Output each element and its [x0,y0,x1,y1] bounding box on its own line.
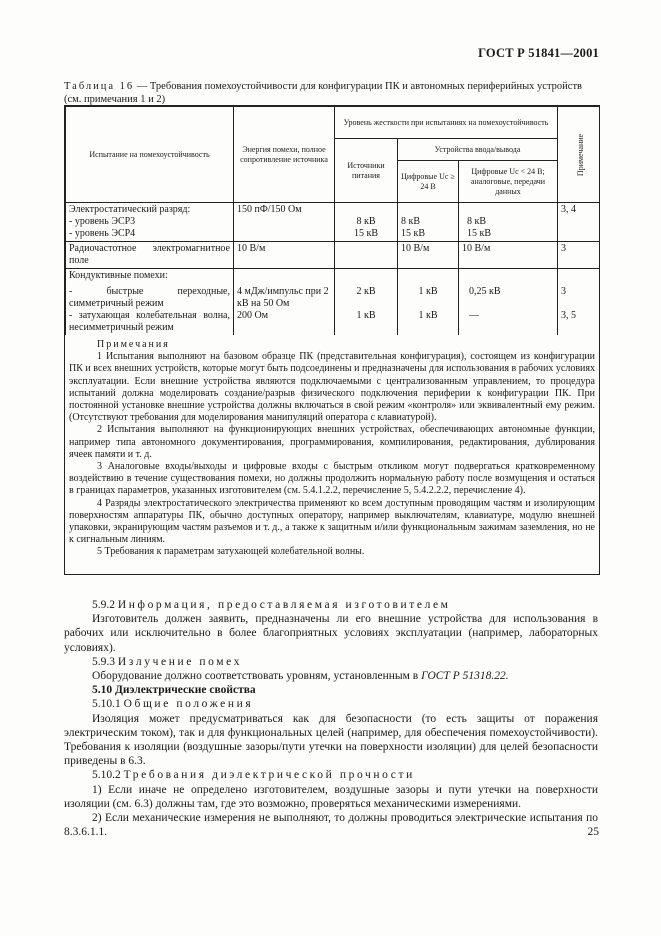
table-row [66,203,600,242]
col-digital-lt-header: Цифровые Uс < 24 В; аналоговые, передачи данных [459,161,558,203]
col-io-header: Устройства ввода/вывода [398,139,558,161]
row-esd-note: 3, 4 [558,203,600,242]
row-esd-power: 8 кВ 15 кВ [335,203,398,242]
section-heading: 5.10.1 Общие положения [92,698,254,711]
note-3: 3 Аналоговые входы/выходы и цифровые входы с быстрым откликом могут подвергаться кратковременному воздействию в течение существования помехи, но должны продолжить нормальную работу после возмущения и остаться в границах параметров, указанных изготовителем (см. 5.4.1.2.2, перечисление 5, 5.4.2.2.2, перечисление 4). [69,461,595,497]
row-rf-test: Радиочастотное электромагнитное поле [66,242,234,269]
col-digital-ge-header: Цифровые Uс ≥ 24 В [398,161,459,203]
table-row [66,269,600,336]
paragraph: 1) Если иначе не определено изготовителем, воздушные зазоры и пути утечки на поверхности изоляции (см. 6.3) должны там, где это возможно, проверяться механическими измерениями. [64,783,598,810]
table-caption-text: — Требования помехоустойчивости для конфигурации ПК и автономных периферийных устройств (см. примечания 1 и 2) [64,81,582,105]
note-4: 4 Разряды электростатического электричества применяют ко всем доступным проводящим частям и изолирующим поверхностям аппаратуры ПК, обычно доступных оператору, например выключателям, клавиатуре, модулю внешней упаковки, экранирующим частям разъемов и т. д., а также к защитным и/или функциональным зажимам заземления, но не к сигнальным линиям. [69,497,595,546]
row-conducted-dig-ge: 1 кВ 1 кВ [398,269,459,336]
row-rf-note: 3 [558,242,600,269]
note-2: 2 Испытания выполняют на функционирующих внешних устройствах, обеспечивающих автономные функции, например типа автономного документирования, программирования, компилирования, редактирования, дублирования ячеек памяти и т. д. [69,424,595,460]
row-conducted-energy: 4 мДж/импульс при 2 кВ на 50 Ом 200 Ом [234,269,335,336]
row-rf-energy: 10 В/м [234,242,335,269]
row-esd-energy: 150 пФ/150 Ом [234,203,335,242]
section-heading: 5.10.2 Требования диэлектрической прочности [92,769,415,782]
section-heading: 5.10 Диэлектрические свойства [92,684,256,697]
col-level-header: Уровень жесткости при испытаниях на помехоустойчивость [335,107,558,139]
note-1: 1 Испытания выполняют на базовом образце ПК (представительная конфигурация), состоящем из конфигурации ПК и всех внешних устройств, которые могут быть подсоединены и предназначены для использования в рабочих условиях эксплуатации. Если внешние устройства являются подключаемыми с централизованным управлением, то процедура испытаний должна моделировать создание/разрыв физического подключения периферии к конфигурации ПК. При постоянной установке внешние устройства должны включаться в свой режим «контроля» или эквивалентный ему режим. (Отсутствуют требования для моделирования манипуляций оператора с клавиатурой). [69,351,595,424]
row-conducted-note: 3 3, 5 [558,269,600,336]
table-caption-label: Таблица 16 [64,81,135,92]
paragraph: 2) Если механические измерения не выполняют, то должны проводиться электрические испытания по 8.3.6.1.1. [64,812,598,839]
section-heading: 5.9.2 Информация, предоставляемая изготовителем [92,599,451,611]
row-rf-dig-ge: 10 В/м [398,242,459,269]
page-number: 25 [587,826,599,838]
row-esd-dig-lt: 8 кВ 15 кВ [459,203,558,242]
col-note-header [558,107,600,203]
paragraph: Изготовитель должен заявить, предназначены ли его внешние устройства для использования в рабочих или исключительно в более благоприятных условиях эксплуатации (например, лабораторных условиях). [64,613,598,654]
standard-reference: ГОСТ Р 51318.22. [421,670,509,683]
table-row [66,242,600,269]
row-esd-dig-ge: 8 кВ 15 кВ [398,203,459,242]
requirements-table [65,106,600,335]
col-power-header: Источники питания [335,139,398,203]
table-notes [65,339,599,559]
col-energy-header: Энергия помехи, полное сопротивление источника [234,107,335,203]
row-conducted-test: Кондуктивные помехи: - быстрые переходные, симметричный режим - затухающая колебательная волна, несимметричный режим [66,269,234,336]
standard-header: ГОСТ Р 51841—2001 [478,46,599,60]
notes-heading: Примечания [97,339,170,350]
note-5: 5 Требования к параметрам затухающей колебательной волны. [97,546,365,558]
document-body [64,598,598,839]
row-conducted-power: 2 кВ 1 кВ [335,269,398,336]
section-heading: 5.9.3 Излучение помех [92,655,243,668]
table-caption [64,80,598,106]
requirements-table-frame [64,105,600,575]
row-rf-power [335,242,398,269]
paragraph: Оборудование должно соответствовать уровням, установленным в ГОСТ Р 51318.22. [92,670,509,683]
col-test-header: Испытание на помехоустойчивость [66,107,234,203]
row-conducted-dig-lt: 0,25 кВ — [459,269,558,336]
paragraph: Изоляция может предусматриваться как для безопасности (то есть защиты от поражения электрическим током), так и для функциональных целей (например, для обеспечения помехоустойчивости). Требования к изоляции (воздушные зазоры/пути утечки на поверхности изоляции) для целей безопасности приведены в 6.3. [64,712,598,768]
row-esd-test: Электростатический разряд: - уровень ЭСР3 - уровень ЭСР4 [66,203,234,242]
row-rf-dig-lt: 10 В/м [459,242,558,269]
note-header-label: Примечание [576,133,586,176]
